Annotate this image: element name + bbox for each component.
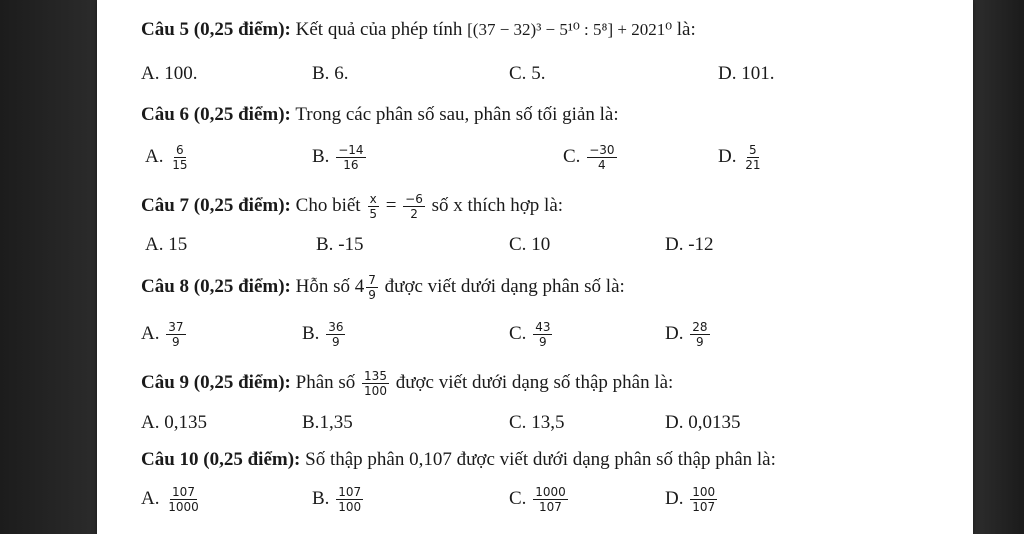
question-6 bbox=[141, 103, 619, 127]
option-c: C. 5. bbox=[509, 63, 546, 84]
fraction: $\frac{28}{9}$ bbox=[692, 320, 708, 349]
option-c: C. $\frac{-30}{4}$ bbox=[563, 143, 615, 172]
option-c: C. $\frac{1000}{107}$ bbox=[509, 485, 566, 514]
option-d: D. 0,0135 bbox=[665, 412, 741, 433]
fraction: $\frac{37}{9}$ bbox=[168, 320, 184, 349]
photo-background-left bbox=[0, 0, 97, 534]
question-label: Câu 5 (0,25 điểm): bbox=[141, 19, 291, 40]
option-a: A. $\frac{107}{1000}$ bbox=[141, 485, 199, 514]
option-c: C. 10 bbox=[509, 234, 551, 255]
equals-sign: = bbox=[385, 194, 397, 216]
fraction-right: $\frac{-6}{2}$ bbox=[405, 192, 423, 221]
mixed-number-whole: 4 bbox=[354, 275, 365, 297]
question-label: Câu 9 (0,25 điểm): bbox=[141, 371, 291, 393]
fraction: $\frac{6}{15}$ bbox=[172, 143, 188, 172]
fraction: $\frac{43}{9}$ bbox=[535, 320, 551, 349]
question-5 bbox=[141, 18, 696, 42]
question-text-after: số x thích hợp là: bbox=[431, 194, 564, 216]
question-text-after: được viết dưới dạng phân số là: bbox=[384, 275, 625, 297]
fraction: $\frac{5}{21}$ bbox=[745, 143, 761, 172]
question-8 bbox=[141, 273, 625, 302]
question-text: Trong các phân số sau, phân số tối giản là: bbox=[295, 104, 619, 125]
option-b: B. 6. bbox=[312, 63, 349, 84]
mixed-number-fraction: $\frac{7}{9}$ bbox=[368, 273, 376, 302]
option-a: A. 15 bbox=[145, 234, 188, 255]
fraction: $\frac{107}{100}$ bbox=[338, 485, 362, 514]
option-c: C. $\frac{43}{9}$ bbox=[509, 320, 551, 349]
question-text: Kết quả của phép tính bbox=[295, 19, 463, 40]
option-b: B. $\frac{107}{100}$ bbox=[312, 485, 362, 514]
fraction: $\frac{1000}{107}$ bbox=[535, 485, 566, 514]
option-a: A. 100. bbox=[141, 63, 198, 84]
question-7 bbox=[141, 192, 563, 221]
option-b: B. $\frac{-14}{16}$ bbox=[312, 143, 364, 172]
question-text: Hỗn số bbox=[295, 275, 351, 297]
math-expression: [(37 − 32)³ − 5¹⁰ : 5⁸] + 2021⁰ bbox=[467, 20, 673, 39]
exam-page bbox=[97, 0, 973, 534]
question-text: Cho biết bbox=[295, 194, 361, 216]
question-text-after: là: bbox=[676, 19, 696, 40]
photo-background-right bbox=[973, 0, 1024, 534]
option-b: B. -15 bbox=[316, 234, 364, 255]
fraction: $\frac{-30}{4}$ bbox=[589, 143, 615, 172]
fraction: $\frac{-14}{16}$ bbox=[338, 143, 364, 172]
option-d: D. $\frac{28}{9}$ bbox=[665, 320, 708, 349]
option-c: C. 13,5 bbox=[509, 412, 565, 433]
option-d: D. $\frac{100}{107}$ bbox=[665, 485, 716, 514]
option-b: B.1,35 bbox=[302, 412, 353, 433]
option-d: D. -12 bbox=[665, 234, 714, 255]
question-label: Câu 7 (0,25 điểm): bbox=[141, 194, 291, 216]
question-label: Câu 10 (0,25 điểm): bbox=[141, 449, 301, 470]
fraction: $\frac{36}{9}$ bbox=[328, 320, 344, 349]
question-10 bbox=[141, 448, 776, 472]
question-9 bbox=[141, 369, 673, 398]
option-d: D. $\frac{5}{21}$ bbox=[718, 143, 761, 172]
fraction: $\frac{107}{1000}$ bbox=[168, 485, 199, 514]
fraction: $\frac{100}{107}$ bbox=[692, 485, 716, 514]
question-label: Câu 8 (0,25 điểm): bbox=[141, 275, 291, 297]
option-d: D. 101. bbox=[718, 63, 775, 84]
option-a: A. 0,135 bbox=[141, 412, 207, 433]
option-a: A. $\frac{6}{15}$ bbox=[145, 143, 188, 172]
option-b: B. $\frac{36}{9}$ bbox=[302, 320, 344, 349]
option-a: A. $\frac{37}{9}$ bbox=[141, 320, 184, 349]
fraction: $\frac{135}{100}$ bbox=[364, 369, 387, 398]
question-text-after: được viết dưới dạng số thập phân là: bbox=[395, 371, 674, 393]
question-text: Số thập phân 0,107 được viết dưới dạng phân số thập phân là: bbox=[305, 449, 776, 470]
question-text: Phân số bbox=[295, 371, 356, 393]
question-label: Câu 6 (0,25 điểm): bbox=[141, 104, 291, 125]
fraction-left: $\frac{x}{5}$ bbox=[369, 192, 377, 221]
